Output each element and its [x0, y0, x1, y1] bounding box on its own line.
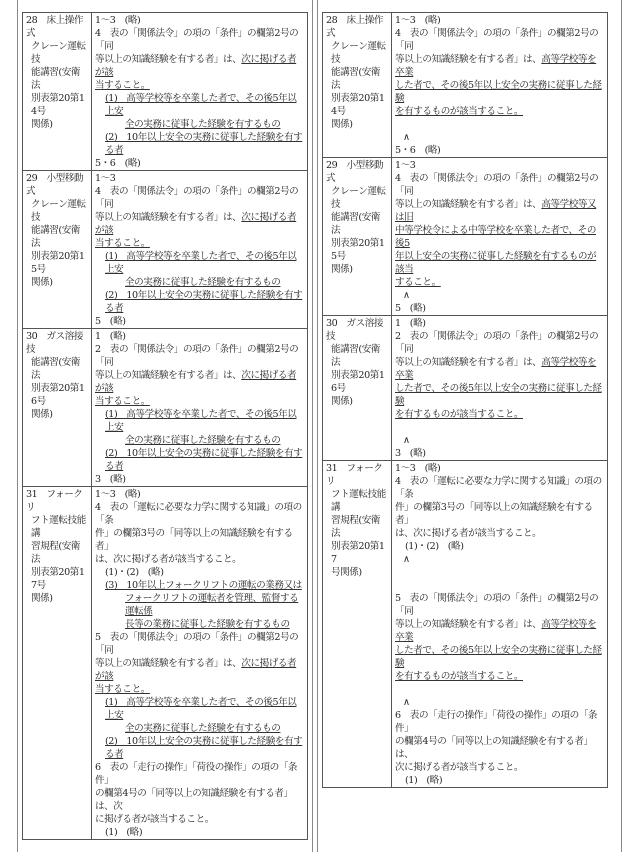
amended-text-underlined: 当すること。: [95, 684, 150, 695]
item-label-line: 関係): [31, 119, 53, 130]
item-label-line: 関係): [31, 277, 53, 288]
item-label-line: 能講習(安衛法: [331, 67, 381, 91]
item-label-line: 関係): [331, 396, 353, 407]
plain-text: 5・6 (略): [95, 158, 141, 169]
item-label-line: 関係): [331, 264, 353, 275]
provision-line: [95, 250, 305, 276]
provision-cell: [92, 487, 308, 840]
provision-line: [95, 408, 305, 434]
provision-line: [95, 289, 305, 315]
item-label-line: クレーン運転技: [331, 186, 386, 210]
table-row: [23, 487, 308, 840]
provision-line: [95, 473, 305, 486]
page-divider-left: [312, 0, 313, 852]
provision-cell: [392, 316, 608, 461]
provision-line: [95, 579, 305, 592]
provision-line: [395, 14, 605, 27]
item-label-line: 別表第20第16号: [331, 370, 385, 394]
plain-text: 件」の欄第3号の「同等以上の知識経験を有する者」: [95, 528, 293, 552]
provision-line: [395, 317, 605, 330]
amended-text-underlined: 高等学校等を卒業: [395, 54, 597, 78]
amended-table-old: [322, 12, 608, 788]
item-label-cell: [23, 171, 92, 329]
provision-line: [395, 709, 605, 735]
provision-line: [395, 618, 605, 644]
amended-text-underlined: 年以上安全の実務に従事した経験を有するものが該当: [395, 251, 597, 275]
provision-cell: [392, 461, 608, 788]
item-label-line: 関係): [331, 119, 353, 130]
table-row: [323, 13, 608, 158]
provision-line: [395, 27, 605, 53]
provision-line: [95, 787, 305, 813]
item-label-line: 関係): [31, 409, 53, 420]
item-label-cell: [23, 487, 92, 840]
provision-line: [95, 722, 305, 735]
provision-line: [395, 382, 605, 408]
amended-text-underlined: 全の実務に従事した経験を有するもの: [125, 723, 281, 734]
plain-text: 等以上の知識経験を有する者」は、: [395, 619, 542, 630]
provision-line: [395, 224, 605, 250]
item-label-line: 30 ガス溶接技: [326, 318, 384, 342]
item-label-line: 別表第20第14号: [31, 93, 85, 117]
amended-text-underlined: 当すること。: [95, 396, 150, 407]
plain-text: ∧: [403, 132, 410, 143]
provision-line: [95, 631, 305, 657]
provision-line: [395, 330, 605, 356]
table-row: [323, 461, 608, 788]
amended-text-underlined: (2) 10年以上安全の実務に従事した経験を有する者: [105, 132, 303, 156]
amended-text-underlined: 当すること。: [95, 80, 150, 91]
provision-line: [395, 501, 605, 527]
item-label-cell: [323, 13, 392, 158]
item-label-line: 習規程(安衛法: [31, 541, 81, 565]
amended-text-underlined: 高等学校等を卒業: [395, 357, 597, 381]
plain-text: 4 表の「関係法令」の項の「条件」の欄第2号の「同: [95, 186, 299, 210]
plain-text: 1 (略): [95, 331, 126, 342]
plain-text: の欄第4号の「同等以上の知識経験を有する者」は、: [395, 736, 593, 760]
plain-text: 1～3 (略): [95, 489, 141, 500]
plain-text: (1)・(2) (略): [405, 541, 464, 552]
amended-text-underlined: 次に掲げる者が該: [95, 212, 297, 236]
provision-line: [95, 118, 305, 131]
provision-line: [95, 131, 305, 157]
provision-line: [395, 118, 605, 131]
provision-line: [95, 343, 305, 369]
provision-line: [95, 683, 305, 696]
item-label-line: クレーン運転技: [31, 199, 86, 223]
provision-line: [395, 683, 605, 696]
amended-text-underlined: すること。: [395, 277, 441, 288]
provision-line: [395, 356, 605, 382]
item-label-cell: [323, 461, 392, 788]
provision-line: [395, 644, 605, 670]
plain-text: の欄第4号の「同等以上の知識経験を有する者」は、次: [95, 788, 293, 812]
table-row: [323, 316, 608, 461]
item-label-line: 29 小型移動式: [26, 173, 84, 197]
amended-text-underlined: を有するものが該当すること。: [395, 409, 524, 420]
item-label-line: 29 小型移動式: [326, 160, 384, 184]
item-label-line: 能講習(安衛法: [331, 344, 381, 368]
provision-line: [95, 501, 305, 527]
provision-line: [95, 172, 305, 185]
item-label-line: クレーン運転技: [31, 41, 86, 65]
plain-text: 5 表の「関係法令」の項の「条件」の欄第2号の「同: [395, 593, 599, 617]
plain-text: 等以上の知識経験を有する者」は、: [395, 199, 542, 210]
provision-line: [395, 475, 605, 501]
provision-line: [395, 462, 605, 475]
amended-text-underlined: した者で、その後5年以上安全の実務に従事した経験: [395, 645, 602, 669]
provision-line: [95, 813, 305, 826]
amended-text-underlined: (3) 10年以上フォークリフトの運転の業務又は: [105, 580, 302, 591]
item-label-line: 別表第20第15号: [331, 238, 385, 262]
provision-cell: [392, 158, 608, 316]
provision-line: [395, 527, 605, 540]
provision-line: [395, 735, 605, 761]
plain-text: 1～3: [95, 173, 116, 184]
plain-text: に掲げる者が該当すること。: [95, 814, 214, 825]
amended-text-underlined: を有するものが該当すること。: [395, 671, 524, 682]
provision-line: [395, 761, 605, 774]
provision-line: [395, 53, 605, 79]
amended-text-underlined: 次に掲げる者が該: [95, 370, 297, 394]
plain-text: 等以上の知識経験を有する者」は、: [395, 357, 542, 368]
item-label-line: 能講習(安衛法: [31, 225, 81, 249]
item-label-line: 能講習(安衛法: [331, 212, 381, 236]
provision-line: [95, 696, 305, 722]
plain-text: 等以上の知識経験を有する者」は、: [95, 212, 242, 223]
provision-line: [95, 488, 305, 501]
item-label-line: フト運転技能講: [31, 515, 86, 539]
provision-line: [95, 592, 305, 618]
item-label-cell: [323, 316, 392, 461]
item-label-line: 31 フォークリ: [326, 463, 383, 487]
amended-text-underlined: (2) 10年以上安全の実務に従事した経験を有する者: [105, 290, 303, 314]
amended-text-underlined: 当すること。: [95, 238, 150, 249]
plain-text: 1～3: [395, 160, 416, 171]
table-row: [23, 13, 308, 171]
table-row: [23, 329, 308, 487]
item-label-line: 別表第20第17号: [31, 567, 85, 591]
page-border-right: [621, 0, 622, 852]
plain-text: 4 表の「関係法令」の項の「条件」の欄第2号の「同: [95, 28, 299, 52]
provision-line: [395, 172, 605, 198]
provision-line: [95, 276, 305, 289]
amended-text-underlined: (1) 高等学校等を卒業した者で、その後5年以上安: [105, 251, 297, 275]
amended-text-underlined: 長等の業務に従事した経験を有するもの: [125, 619, 290, 630]
provision-line: [395, 540, 605, 553]
provision-line: [95, 527, 305, 553]
provision-line: [95, 211, 305, 237]
provision-line: [395, 774, 605, 787]
plain-text: 4 表の「運転に必要な力学に関する知識」の項の「条: [95, 502, 302, 526]
item-label-line: 能講習(安衛法: [31, 357, 81, 381]
amended-text-underlined: 中等学校令による中等学校を卒業した者で、その後5: [395, 225, 596, 249]
amended-text-underlined: 高等学校等を卒業: [395, 619, 597, 643]
provision-line: [395, 592, 605, 618]
item-label-line: 28 床上操作式: [326, 15, 384, 39]
item-label-line: フト運転技能講: [331, 489, 386, 513]
provision-line: [95, 395, 305, 408]
amended-text-underlined: (2) 10年以上安全の実務に従事した経験を有する者: [105, 736, 303, 760]
provision-line: [95, 761, 305, 787]
plain-text: 等以上の知識経験を有する者」は、: [95, 370, 242, 381]
provision-line: [95, 157, 305, 170]
plain-text: 1～3 (略): [395, 463, 441, 474]
plain-text: ∧: [403, 290, 410, 301]
amended-text-underlined: (1) 高等学校等を卒業した者で、その後5年以上安: [105, 409, 297, 433]
plain-text: ∧: [403, 697, 410, 708]
amended-text-underlined: 高等学校等又は旧: [395, 199, 597, 223]
item-label-line: 号関係): [331, 567, 362, 578]
plain-text: ∧: [403, 435, 410, 446]
page-border-left: [17, 0, 18, 852]
amended-text-underlined: (1) 高等学校等を卒業した者で、その後5年以上安: [105, 697, 297, 721]
amended-text-underlined: (1) 高等学校等を卒業した者で、その後5年以上安: [105, 93, 297, 117]
provision-line: [95, 618, 305, 631]
provision-line: [95, 92, 305, 118]
amended-text-underlined: 全の実務に従事した経験を有するもの: [125, 119, 281, 130]
table-row: [323, 158, 608, 316]
plain-text: 1 (略): [395, 318, 426, 329]
amended-text-underlined: (2) 10年以上安全の実務に従事した経験を有する者: [105, 448, 303, 472]
provision-line: [395, 289, 605, 302]
plain-text: は、次に掲げる者が該当すること。: [395, 528, 542, 539]
item-label-cell: [23, 13, 92, 171]
page-divider-right: [317, 0, 318, 852]
plain-text: 1～3 (略): [395, 15, 441, 26]
item-label-cell: [23, 329, 92, 487]
provision-line: [95, 185, 305, 211]
plain-text: 4 表の「関係法令」の項の「条件」の欄第2号の「同: [395, 28, 599, 52]
provision-line: [395, 421, 605, 434]
provision-cell: [92, 13, 308, 171]
provision-line: [395, 696, 605, 709]
provision-line: [95, 330, 305, 343]
item-label-line: 能講習(安衛法: [31, 67, 81, 91]
provision-line: [95, 27, 305, 53]
plain-text: (1) (略): [405, 775, 443, 786]
amended-text-underlined: した者で、その後5年以上安全の実務に従事した経験: [395, 80, 602, 104]
plain-text: 5 表の「関係法令」の項の「条件」の欄第2号の「同: [95, 632, 299, 656]
amended-text-underlined: 次に掲げる者が該: [95, 658, 297, 682]
plain-text: 等以上の知識経験を有する者」は、: [95, 658, 242, 669]
provision-cell: [92, 329, 308, 487]
provision-line: [95, 369, 305, 395]
plain-text: 6 表の「走行の操作」「荷役の操作」の項の「条件」: [95, 762, 298, 786]
plain-text: 4 表の「関係法令」の項の「条件」の欄第2号の「同: [395, 173, 599, 197]
item-label-line: 別表第20第17: [331, 541, 385, 565]
plain-text: 6 表の「走行の操作」「荷役の操作」の項の「条件」: [395, 710, 598, 734]
provision-line: [95, 14, 305, 27]
provision-line: [395, 79, 605, 105]
plain-text: 3 (略): [95, 474, 126, 485]
plain-text: 件」の欄第3号の「同等以上の知識経験を有する者」: [395, 502, 593, 526]
provision-line: [95, 657, 305, 683]
plain-text: 4 表の「運転に必要な力学に関する知識」の項の「条: [395, 476, 602, 500]
provision-line: [95, 735, 305, 761]
plain-text: 5 (略): [95, 316, 126, 327]
provision-line: [395, 144, 605, 157]
plain-text: (1) (略): [105, 827, 143, 838]
item-label-line: クレーン運転技: [331, 41, 386, 65]
provision-line: [395, 250, 605, 276]
provision-line: [395, 447, 605, 460]
provision-line: [95, 566, 305, 579]
plain-text: 5 (略): [395, 303, 426, 314]
provision-line: [95, 315, 305, 328]
item-label-line: 31 フォークリ: [26, 489, 83, 513]
provision-line: [395, 566, 605, 579]
plain-text: 5・6 (略): [395, 145, 441, 156]
provision-line: [395, 408, 605, 421]
item-label-line: 28 床上操作式: [26, 15, 84, 39]
item-label-line: 別表第20第14号: [331, 93, 385, 117]
provision-cell: [92, 171, 308, 329]
provision-line: [95, 79, 305, 92]
amended-text-underlined: 次に掲げる者が該: [95, 54, 297, 78]
plain-text: 次に掲げる者が該当すること。: [395, 762, 524, 773]
provision-line: [395, 198, 605, 224]
plain-text: 2 表の「関係法令」の項の「条件」の欄第2号の「同: [95, 344, 299, 368]
plain-text: (1)・(2) (略): [105, 567, 164, 578]
provision-line: [95, 553, 305, 566]
amended-table-new: [22, 12, 308, 840]
provision-line: [395, 579, 605, 592]
plain-text: 1～3 (略): [95, 15, 141, 26]
plain-text: 3 (略): [395, 448, 426, 459]
table-row: [23, 171, 308, 329]
item-label-cell: [323, 158, 392, 316]
plain-text: 等以上の知識経験を有する者」は、: [395, 54, 542, 65]
provision-line: [395, 553, 605, 566]
item-label-line: 習規程(安衛法: [331, 515, 381, 539]
amended-text-underlined: を有するものが該当すること。: [395, 106, 524, 117]
plain-text: は、次に掲げる者が該当すること。: [95, 554, 242, 565]
provision-line: [395, 159, 605, 172]
provision-line: [395, 302, 605, 315]
provision-cell: [392, 13, 608, 158]
provision-line: [395, 276, 605, 289]
amended-text-underlined: した者で、その後5年以上安全の実務に従事した経験: [395, 383, 602, 407]
plain-text: 等以上の知識経験を有する者」は、: [95, 54, 242, 65]
item-label-line: 関係): [31, 593, 53, 604]
amended-text-underlined: 全の実務に従事した経験を有するもの: [125, 277, 281, 288]
provision-line: [95, 826, 305, 839]
amended-text-underlined: フォークリフトの運転者を管理、監督する運転係: [125, 593, 299, 617]
provision-line: [395, 131, 605, 144]
provision-line: [95, 237, 305, 250]
item-label-line: 別表第20第15号: [31, 251, 85, 275]
amended-text-underlined: 全の実務に従事した経験を有するもの: [125, 435, 281, 446]
provision-line: [395, 670, 605, 683]
plain-text: 2 表の「関係法令」の項の「条件」の欄第2号の「同: [395, 331, 599, 355]
item-label-line: 別表第20第16号: [31, 383, 85, 407]
provision-line: [95, 53, 305, 79]
item-label-line: 30 ガス溶接技: [26, 331, 84, 355]
provision-line: [395, 105, 605, 118]
plain-text: ∧: [403, 554, 410, 565]
provision-line: [95, 447, 305, 473]
